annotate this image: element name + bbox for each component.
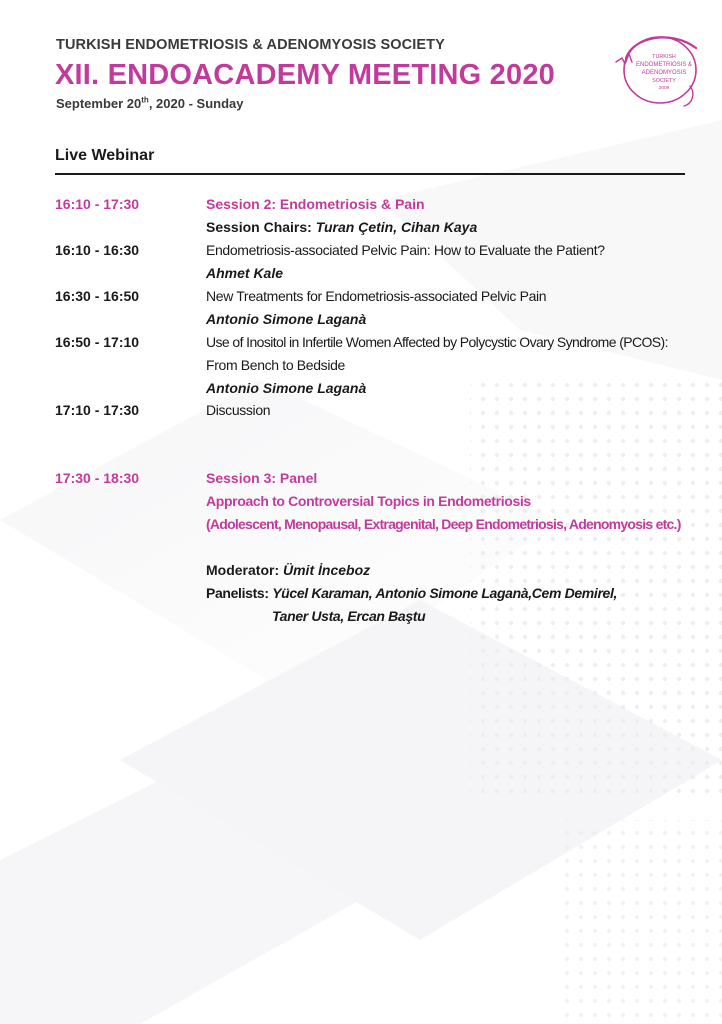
- section-divider: [55, 173, 685, 175]
- talk-title-line-2: From Bench to Bedside: [206, 357, 345, 373]
- chairs-names: Turan Çetin, Cihan Kaya: [315, 219, 478, 235]
- talk-title: Discussion: [206, 402, 271, 418]
- talk-title: Endometriosis-associated Pelvic Pain: How to Evaluate the Patient?: [206, 242, 605, 258]
- session-2-time: 16:10 - 17:30: [55, 196, 140, 212]
- date-prefix: September 20: [56, 96, 142, 111]
- meeting-title: XII. ENDOACADEMY MEETING 2020: [55, 59, 555, 91]
- session-3-content: [206, 467, 716, 628]
- logo-text-5: 2009: [658, 86, 670, 91]
- session-3-subtitle: Approach to Controversial Topics in Endometriosis: [206, 493, 531, 509]
- chairs-label: Session Chairs:: [206, 219, 316, 235]
- panelists-names-2: Taner Usta, Ercan Baştu: [272, 608, 426, 624]
- talk-speaker: Antonio Simone Laganà: [206, 380, 367, 396]
- panelists-names-1: Yücel Karaman, Antonio Simone Laganà,Cem Demirel,: [272, 585, 618, 601]
- session-2-title: Session 2: Endometriosis & Pain: [206, 196, 425, 212]
- spacer: [206, 536, 716, 559]
- moderator-name: Ümit İnceboz: [283, 562, 371, 578]
- session-3-moderator: [206, 559, 716, 582]
- logo-text-4: SOCIETY: [652, 78, 676, 84]
- logo-text-2: ENDOMETRIOSIS &: [635, 62, 693, 68]
- society-logo: [612, 28, 704, 110]
- session-3-title: Session 3: Panel: [206, 470, 318, 486]
- society-name: TURKISH ENDOMETRIOSIS & ADENOMYOSIS SOCIETY: [56, 37, 445, 53]
- talk-title: New Treatments for Endometriosis-associated Pelvic Pain: [206, 288, 547, 304]
- session-2-content: [206, 193, 716, 239]
- session-3-panelists: [206, 582, 716, 605]
- panelists-label: Panelists:: [206, 585, 273, 601]
- logo-text-3: ADENOMYOSIS: [641, 70, 687, 76]
- talk-time: 16:10 - 16:30: [55, 242, 140, 258]
- talk-content: [206, 399, 716, 422]
- talk-title-line-1: Use of Inositol in Infertile Women Affected by Polycystic Ovary Syndrome (PCOS):: [206, 334, 668, 350]
- talk-time: 16:30 - 16:50: [55, 288, 140, 304]
- talk-content: [206, 239, 716, 285]
- talk-time: 16:50 - 17:10: [55, 334, 140, 350]
- date-suffix-sup: th: [141, 95, 149, 105]
- session-3-topics: (Adolescent, Menopausal, Extragenital, Deep Endometriosis, Adenomyosis etc.): [206, 516, 681, 532]
- section-title: Live Webinar: [55, 147, 155, 164]
- talk-content: [206, 331, 716, 400]
- talk-speaker: Antonio Simone Laganà: [206, 311, 367, 327]
- moderator-label: Moderator:: [206, 562, 283, 578]
- talk-content: [206, 285, 716, 331]
- meeting-date: [56, 96, 243, 111]
- talk-speaker: Ahmet Kale: [206, 265, 284, 281]
- session-2-chairs: [206, 216, 716, 239]
- session-3-time: 17:30 - 18:30: [55, 470, 140, 486]
- logo-text-1: TURKISH: [652, 54, 676, 60]
- date-rest: , 2020 - Sunday: [148, 96, 244, 111]
- talk-time: 17:10 - 17:30: [55, 402, 140, 418]
